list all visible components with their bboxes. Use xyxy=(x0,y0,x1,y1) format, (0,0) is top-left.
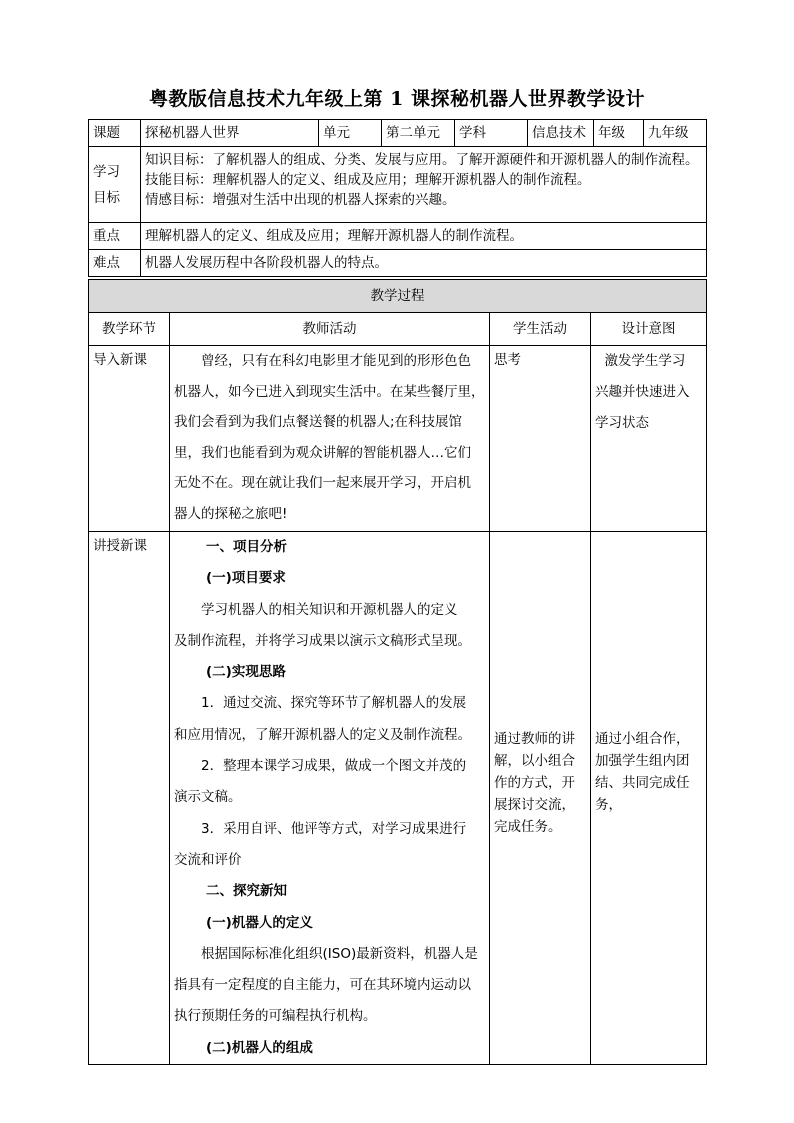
student-line: 通过教师的讲 xyxy=(494,731,575,747)
lecture-stage: 讲授新课 xyxy=(89,532,170,1065)
process-columns-row xyxy=(89,313,707,346)
intro-teacher xyxy=(170,346,490,532)
section-heading: 二、探究新知 xyxy=(206,883,287,900)
intro-line: 里，我们也能看到为观众讲解的智能机器人…它们 xyxy=(174,444,471,461)
paragraph-line: 3．采用自评、他评等方式，对学习成果进行 xyxy=(201,820,467,837)
student-line: 解，以小组合 xyxy=(494,753,575,769)
subsection-heading: (一)机器人的定义 xyxy=(206,914,313,931)
course-row xyxy=(89,120,707,147)
course-label: 课题 xyxy=(89,120,141,147)
intro-line: 无处不在。现在就让我们一起来展开学习，开启机 xyxy=(174,475,471,491)
goals-label-line: 目标 xyxy=(93,189,120,206)
goals-label-line: 学习 xyxy=(93,163,120,180)
paragraph-line: 学习机器人的相关知识和开源机器人的定义 xyxy=(201,601,458,618)
subject-label: 学科 xyxy=(455,120,528,147)
goals-row xyxy=(89,147,707,223)
paragraph-line: 指具有一定程度的自主能力，可在其环境内运动以 xyxy=(174,977,471,994)
document-title: 粤教版信息技术九年级上第 1 课探秘机器人世界教学设计 xyxy=(149,88,645,110)
unit-value: 第二单元 xyxy=(382,120,455,147)
section-heading: 一、项目分析 xyxy=(206,539,287,555)
paragraph-line: 2．整理本课学习成果，做成一个图文并茂的 xyxy=(201,758,467,775)
goals-label xyxy=(89,147,141,223)
subsection-heading: (二)实现思路 xyxy=(206,664,286,681)
knowledge-goal: 知识目标：了解机器人的组成、分类、发展与应用。了解开源硬件和开源机器人的制作流程。 xyxy=(145,152,699,168)
intro-student: 思考 xyxy=(490,346,591,532)
student-line: 完成任务。 xyxy=(494,819,562,835)
col-stage: 教学环节 xyxy=(89,313,170,346)
teaching-process-table xyxy=(88,279,707,1065)
paragraph-line: 根据国际标准化组织(ISO)最新资料，机器人是 xyxy=(201,945,478,962)
process-header-row xyxy=(89,280,707,313)
paragraph-line: 演示文稿。 xyxy=(174,789,242,806)
intent-line: 通过小组合作， xyxy=(595,731,690,747)
skill-goal: 技能目标：理解机器人的定义、组成及应用；理解开源机器人的制作流程。 xyxy=(145,172,591,188)
difficulties-row xyxy=(89,250,707,277)
intro-line: 机器人，如今已进入到现实生活中。在某些餐厅里， xyxy=(174,383,485,400)
course-value: 探秘机器人世界 xyxy=(141,120,319,147)
key-points-row xyxy=(89,223,707,250)
intro-row xyxy=(89,346,707,532)
intro-stage: 导入新课 xyxy=(89,346,170,532)
emotion-goal: 情感目标：增强对生活中出现的机器人探索的兴趣。 xyxy=(145,192,456,208)
paragraph-line: 执行预期任务的可编程执行机构。 xyxy=(174,1008,377,1025)
intent-line: 激发学生学习 xyxy=(604,353,686,369)
difficulties-text: 机器人发展历程中各阶段机器人的特点。 xyxy=(141,250,707,277)
intro-intent xyxy=(591,346,707,532)
lecture-student xyxy=(490,532,591,1065)
goals-content xyxy=(141,147,707,223)
grade-label: 年级 xyxy=(594,120,644,147)
lecture-intent xyxy=(591,532,707,1065)
lecture-teacher xyxy=(170,532,490,1065)
subsection-heading: (二)机器人的组成 xyxy=(206,1039,313,1056)
intro-line: 我们会看到为我们点餐送餐的机器人;在科技展馆 xyxy=(174,414,463,430)
subsection-heading: (一)项目要求 xyxy=(206,570,286,587)
col-teacher: 教师活动 xyxy=(170,313,490,346)
paragraph-line: 1．通过交流、探究等环节了解机器人的发展 xyxy=(201,695,467,712)
subject-value: 信息技术 xyxy=(528,120,594,147)
intent-line: 务， xyxy=(595,797,622,813)
student-line: 作的方式，开 xyxy=(494,775,575,791)
intent-line: 结、共同完成任 xyxy=(595,775,690,791)
unit-label: 单元 xyxy=(319,120,382,147)
col-student: 学生活动 xyxy=(490,313,591,346)
paragraph-line: 和应用情况，了解开源机器人的定义及制作流程。 xyxy=(174,726,471,743)
grade-value: 九年级 xyxy=(644,120,707,147)
difficulties-label: 难点 xyxy=(89,250,141,277)
intro-line: 器人的探秘之旅吧! xyxy=(174,505,288,522)
intent-line: 学习状态 xyxy=(595,415,649,431)
lecture-row xyxy=(89,532,707,1065)
lesson-info-table xyxy=(88,119,707,277)
intent-line: 加强学生组内团 xyxy=(595,753,690,769)
paragraph-line: 及制作流程，并将学习成果以演示文稿形式呈现。 xyxy=(174,632,471,649)
paragraph-line: 交流和评价 xyxy=(174,851,242,868)
intro-line: 曾经，只有在科幻电影里才能见到的形形色色 xyxy=(201,353,471,369)
intent-line: 兴趣并快速进入 xyxy=(595,384,690,400)
student-line: 展探讨交流， xyxy=(494,797,575,813)
key-points-label: 重点 xyxy=(89,223,141,250)
process-header: 教学过程 xyxy=(89,280,707,313)
col-intent: 设计意图 xyxy=(591,313,707,346)
key-points-text: 理解机器人的定义、组成及应用；理解开源机器人的制作流程。 xyxy=(141,223,707,250)
